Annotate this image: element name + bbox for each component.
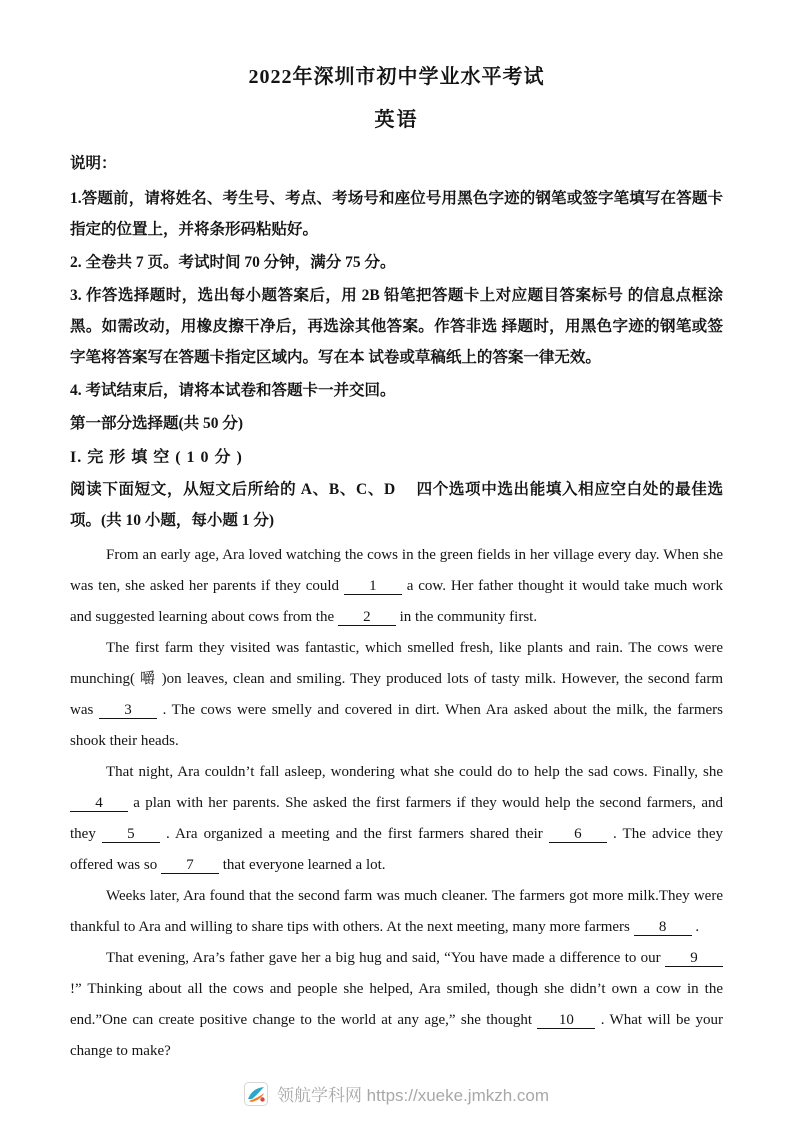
passage-paragraph-2: The first farm they visited was fantastic, which smelled fresh, like plants and rain. The cows were munching( 嚼 )on leaves, clean and smiling. They produced lots of tasty milk. However, the second farm was 3 . The cows were smelly and covered in dirt. When Ara asked about the milk, the farmers shook their heads. [70,640,724,749]
cloze-section-heading: I. 完 形 填 空 ( 1 0 分 ) [70,449,243,466]
cloze-blank-1: 1 [344,578,402,595]
cloze-instruction: 阅读下面短文，从短文后所给的 A、B、C、D 四个选项中选出能填入相应空白处的最佳选项。(共 10 小题，每小题 1 分) [70,481,723,529]
cloze-blank-6: 6 [549,826,607,843]
cloze-blank-8: 8 [634,919,692,936]
part1-heading: 第一部分选择题(共 50 分) [70,415,244,432]
xueke-logo-icon [244,1082,268,1106]
passage-paragraph-4: Weeks later, Ara found that the second farm was much cleaner. The farmers got more milk.They were thankful to Ara and willing to share tips with others. At the next meeting, many more farmers 8 . [70,888,723,935]
note-item-1: 1.答题前，请将姓名、考生号、考点、考场号和座位号用黑色字迹的钢笔或签字笔填写在答题卡指定的位置上，并将条形码粘贴好。 [70,190,723,238]
cloze-blank-3: 3 [99,702,157,719]
note-item-2: 2. 全卷共 7 页。考试时间 70 分钟，满分 75 分。 [70,254,396,271]
note-item-4: 4. 考试结束后，请将本试卷和答题卡一并交回。 [70,382,396,399]
exam-notes [70,148,723,406]
notes-heading: 说明： [70,155,117,172]
cloze-blank-2: 2 [338,609,396,626]
cloze-passage [70,540,723,1067]
cloze-blank-10: 10 [537,1012,595,1029]
passage-paragraph-1: From an early age, Ara loved watching the cows in the green fields in her village every day. When she was ten, she asked her parents if they could 1 a cow. Her father thought it would take much work and suggested learning about cows from the 2 in the community first. [70,547,723,625]
note-item-3: 3. 作答选择题时，选出每小题答案后，用 2B 铅笔把答题卡上对应题目答案标号 的信息点框涂黑。如需改动，用橡皮擦干净后，再选涂其他答案。作答非选 择题时，用黑色字迹的钢笔或签字笔将答案写在答题卡指定区域内。写在本 试卷或草稿纸上的答案一律无效。 [70,287,723,366]
cloze-blank-4: 4 [70,795,128,812]
passage-paragraph-5: That evening, Ara’s father gave her a big hug and said, “You have made a difference to our 9 !” Thinking about all the cows and people she helped, Ara smiled, though she didn’t own a cow in the end.”One can create positive change to the world at any age,” she thought 10 . What will be your change to make? [70,950,723,1059]
cloze-blank-5: 5 [102,826,160,843]
cloze-blank-7: 7 [161,857,219,874]
footer-site-text: 领航学科网 https://xueke.jmkzh.com [276,1086,550,1105]
footer [0,1081,793,1106]
cloze-blank-9: 9 [665,950,723,967]
exam-title: 2022年深圳市初中学业水平考试 [248,66,545,88]
passage-paragraph-3: That night, Ara couldn’t fall asleep, wondering what she could do to help the sad cows. Finally, she 4 a plan with her parents. She asked the first farmers if they would help the second farmers, and they 5 . Ara organized a meeting and the first farmers shared their 6 . The advice they offered was so 7 that everyone learned a lot. [70,764,724,873]
exam-subject: 英语 [374,109,419,131]
